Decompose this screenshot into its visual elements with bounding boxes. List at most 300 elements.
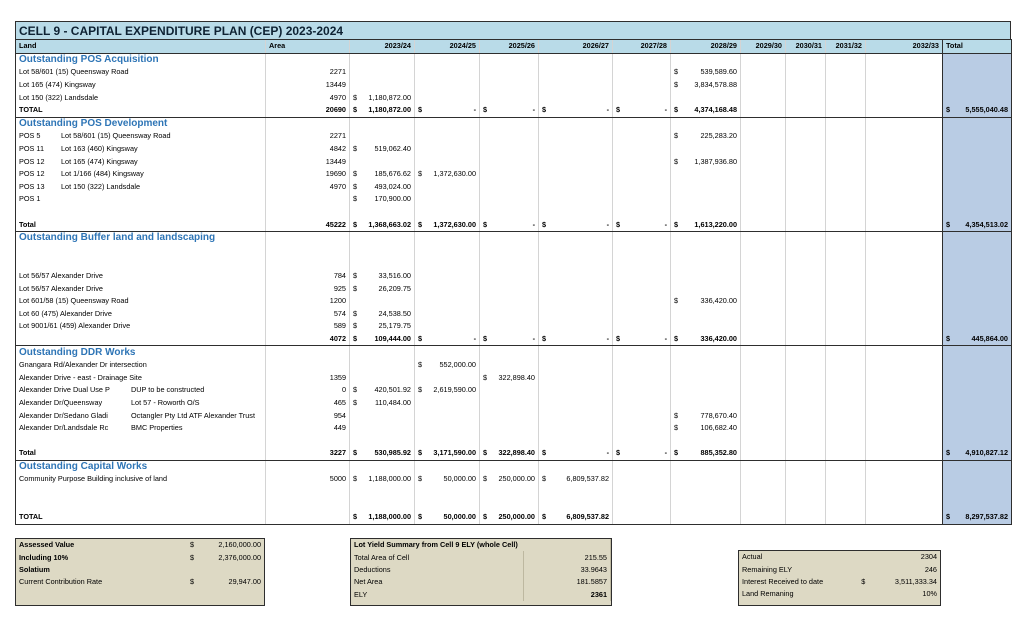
cell [480, 434, 539, 447]
cell [786, 346, 826, 359]
cell [480, 130, 539, 143]
actual-currency [858, 588, 874, 600]
cell [943, 206, 1012, 219]
cell [943, 181, 1012, 194]
header-year: 2028/29 [671, 40, 741, 54]
cell [613, 168, 671, 181]
cell [350, 206, 415, 219]
cell [16, 168, 266, 181]
cell [866, 434, 943, 447]
cell [786, 397, 826, 410]
currency-symbol: $ [674, 131, 679, 141]
cell [943, 130, 1012, 143]
land-name: Lot 163 (460) Kingsway [61, 144, 138, 154]
amount: 1,368,663.02 [368, 219, 411, 229]
cell [943, 409, 1012, 422]
table-body [16, 40, 1012, 525]
currency-symbol: $ [353, 321, 358, 331]
cell [16, 143, 266, 156]
currency-symbol: $ [483, 105, 488, 115]
cell [786, 168, 826, 181]
cell [943, 320, 1012, 333]
cell [350, 422, 415, 435]
cell [943, 91, 1012, 104]
cell [786, 193, 826, 206]
cell [786, 307, 826, 320]
cell [786, 257, 826, 270]
money-value [353, 308, 411, 320]
amount: 170,900.00 [374, 194, 411, 204]
cell [539, 460, 613, 473]
year-amount [480, 473, 539, 486]
cell [943, 53, 1012, 66]
cell [613, 231, 671, 244]
amount: - [473, 333, 476, 343]
cell [613, 384, 671, 397]
cell [613, 91, 671, 104]
cell [671, 270, 741, 283]
section-heading-row [16, 460, 1012, 473]
cell [866, 117, 943, 130]
total-row [16, 511, 1012, 524]
spacer-row [16, 206, 1012, 219]
cell [866, 181, 943, 194]
area-value: 1200 [266, 295, 350, 308]
cell [671, 397, 741, 410]
cell [539, 409, 613, 422]
year-amount [350, 270, 415, 283]
currency-symbol: $ [353, 308, 358, 318]
yield-row [351, 551, 611, 563]
land-name: Alexander Dr/Queensway [19, 397, 103, 407]
money-value [542, 473, 609, 485]
currency-symbol: $ [353, 105, 358, 115]
money-value [616, 104, 667, 116]
amount: - [532, 105, 535, 115]
cell [16, 257, 266, 270]
cell [866, 359, 943, 372]
cell [480, 181, 539, 194]
money-value [483, 333, 535, 345]
total-year-amount [350, 218, 415, 231]
cell [613, 117, 671, 130]
cell [415, 409, 480, 422]
currency-symbol: $ [674, 219, 679, 229]
assessed-row [16, 576, 264, 588]
amount: 110,484.00 [375, 397, 411, 407]
area-value: 4842 [266, 143, 350, 156]
cell [741, 409, 786, 422]
cell [480, 486, 539, 499]
cell [671, 231, 741, 244]
amount: 8,297,537.82 [965, 512, 1008, 522]
cell [671, 206, 741, 219]
land-name: Lot 60 (475) Alexander Drive [16, 307, 266, 320]
cell [826, 434, 866, 447]
amount: 322,898.40 [498, 448, 535, 458]
cell [826, 155, 866, 168]
currency-symbol: $ [946, 105, 951, 115]
cell [741, 486, 786, 499]
land-name: Alexander Drive - east - Drainage Site [16, 371, 266, 384]
cell [741, 511, 786, 524]
currency-symbol: $ [674, 448, 679, 458]
cell [943, 486, 1012, 499]
money-value [483, 473, 535, 485]
spacer-row [16, 245, 1012, 258]
cell [943, 282, 1012, 295]
money-value [418, 447, 476, 459]
cell [480, 397, 539, 410]
cell [826, 104, 866, 117]
cell [539, 346, 613, 359]
cell [671, 434, 741, 447]
header-year: 2032/33 [866, 40, 943, 54]
cell [613, 460, 671, 473]
amount: 1,188,000.00 [368, 512, 411, 522]
year-amount [350, 397, 415, 410]
cell [741, 143, 786, 156]
assessed-label: Including 10% [19, 552, 69, 562]
cell [943, 422, 1012, 435]
cell [741, 79, 786, 92]
assessed-row [16, 564, 264, 576]
amount: - [606, 105, 609, 115]
cell [866, 307, 943, 320]
data-row [16, 66, 1012, 79]
currency-symbol: $ [542, 219, 547, 229]
cell [613, 206, 671, 219]
cell [16, 181, 266, 194]
money-value [353, 473, 411, 485]
amount: 539,589.60 [700, 67, 737, 77]
cell [826, 231, 866, 244]
total-year-amount [539, 511, 613, 524]
cell [671, 320, 741, 333]
cell [826, 307, 866, 320]
cell [350, 460, 415, 473]
money-value [674, 295, 737, 307]
area-value: 4970 [266, 91, 350, 104]
assessed-label: Solatium [19, 564, 50, 574]
land-name: Lot 9001/61 (459) Alexander Drive [16, 320, 266, 333]
currency-symbol: $ [418, 219, 423, 229]
money-value [674, 156, 737, 168]
total-year-dash [539, 447, 613, 460]
amount: 50,000.00 [443, 512, 476, 522]
cell [480, 117, 539, 130]
year-amount [480, 371, 539, 384]
yield-label: ELY [351, 589, 524, 601]
cell [539, 130, 613, 143]
cell [480, 155, 539, 168]
cell [943, 66, 1012, 79]
amount: 4,354,513.02 [965, 219, 1008, 229]
cell [741, 218, 786, 231]
money-value [353, 193, 411, 205]
actual-summary-box [738, 550, 941, 606]
currency-symbol: $ [946, 448, 951, 458]
cell [415, 143, 480, 156]
cell [539, 66, 613, 79]
cell [539, 193, 613, 206]
total-area: 3227 [266, 447, 350, 460]
currency-symbol: $ [946, 333, 951, 343]
cell [943, 257, 1012, 270]
cell [350, 245, 415, 258]
year-amount [350, 307, 415, 320]
cell [786, 447, 826, 460]
cell [539, 155, 613, 168]
cell [480, 295, 539, 308]
currency-symbol: $ [418, 333, 423, 343]
cell [866, 346, 943, 359]
cell [350, 130, 415, 143]
yield-value: 181.5857 [524, 576, 611, 588]
money-value [674, 66, 737, 78]
cell [786, 245, 826, 258]
cell [741, 231, 786, 244]
currency-symbol: $ [674, 156, 679, 166]
cell [786, 91, 826, 104]
assessed-row [16, 551, 264, 563]
header-year: 2027/28 [613, 40, 671, 54]
land-name: Gnangara Rd/Alexander Dr intersection [16, 359, 266, 372]
actual-row [739, 576, 940, 588]
cell [539, 245, 613, 258]
cell [415, 434, 480, 447]
cell [415, 117, 480, 130]
year-amount [671, 422, 741, 435]
cell [866, 473, 943, 486]
area-value: 13449 [266, 155, 350, 168]
total-row [16, 333, 1012, 346]
money-value [418, 219, 476, 231]
cell [826, 193, 866, 206]
total-row [16, 447, 1012, 460]
cell [866, 206, 943, 219]
actual-row [739, 551, 940, 563]
cell [480, 346, 539, 359]
amount: 2,619,590.00 [433, 385, 476, 395]
cell [671, 117, 741, 130]
year-amount [350, 320, 415, 333]
currency-symbol: $ [616, 105, 621, 115]
money-value [353, 104, 411, 116]
cell [786, 143, 826, 156]
cell [480, 320, 539, 333]
cell [16, 397, 266, 410]
currency-symbol: $ [418, 448, 423, 458]
currency-symbol: $ [353, 397, 358, 407]
money-value [674, 422, 737, 434]
cell [786, 486, 826, 499]
cell [943, 359, 1012, 372]
cell [613, 245, 671, 258]
cell [266, 434, 350, 447]
cell [415, 257, 480, 270]
land-detail: Octangler Pty Ltd ATF Alexander Trust [131, 410, 255, 420]
year-amount [350, 143, 415, 156]
amount: 25,179.75 [378, 321, 411, 331]
actual-currency [858, 563, 874, 575]
cell [786, 117, 826, 130]
land-name: Lot 165 (474) Kingsway [61, 156, 138, 166]
year-amount [539, 473, 613, 486]
total-year-amount [415, 218, 480, 231]
data-row [16, 397, 1012, 410]
assessed-value: 29,947.00 [228, 577, 261, 587]
actual-value: 3,511,333.34 [894, 576, 937, 586]
yield-title-row [351, 539, 611, 551]
spacer-row [16, 486, 1012, 499]
year-amount [350, 384, 415, 397]
data-row [16, 473, 1012, 486]
currency-symbol: $ [353, 333, 358, 343]
cell [266, 257, 350, 270]
currency-symbol: $ [353, 181, 358, 191]
currency-symbol: $ [616, 448, 621, 458]
cell [415, 66, 480, 79]
amount: 1,180,872.00 [368, 105, 411, 115]
cell [415, 295, 480, 308]
total-year-dash [539, 333, 613, 346]
cell [866, 371, 943, 384]
currency-symbol: $ [353, 194, 358, 204]
cell [826, 206, 866, 219]
header-year: 2026/27 [539, 40, 613, 54]
cell [826, 270, 866, 283]
cell [671, 193, 741, 206]
cell [826, 282, 866, 295]
amount: - [664, 105, 667, 115]
cell [943, 143, 1012, 156]
data-row [16, 91, 1012, 104]
money-value [418, 384, 476, 396]
cell [671, 307, 741, 320]
amount: 493,024.00 [374, 181, 411, 191]
cell [866, 270, 943, 283]
section-heading: Outstanding POS Acquisition [16, 53, 266, 66]
cell [415, 231, 480, 244]
grand-total [943, 218, 1012, 231]
cell [741, 346, 786, 359]
cell [943, 397, 1012, 410]
cell [943, 270, 1012, 283]
cell [741, 434, 786, 447]
cell [350, 117, 415, 130]
cell [539, 359, 613, 372]
cell [16, 206, 266, 219]
cell [16, 422, 266, 435]
amount: 4,910,827.12 [965, 448, 1008, 458]
cell [866, 143, 943, 156]
cell [866, 384, 943, 397]
land-detail: DUP to be constructed [131, 385, 205, 395]
amount: 24,538.50 [378, 308, 411, 318]
cell [480, 143, 539, 156]
land-name: Lot 58/601 (15) Queensway Road [16, 66, 266, 79]
year-amount [415, 168, 480, 181]
amount: - [606, 333, 609, 343]
pos-code: POS 12 [19, 156, 45, 166]
land-name: Alexander Drive Dual Use P [19, 385, 110, 395]
money-value [542, 447, 609, 459]
money-value [674, 219, 737, 231]
cell [866, 66, 943, 79]
cell [671, 460, 741, 473]
cell [266, 117, 350, 130]
cell [866, 422, 943, 435]
money-value [353, 384, 411, 396]
cell [826, 460, 866, 473]
money-value [483, 219, 535, 231]
currency-symbol: $ [353, 270, 358, 280]
spacer-row [16, 434, 1012, 447]
cell [866, 155, 943, 168]
money-value [674, 79, 737, 91]
header-year: 2029/30 [741, 40, 786, 54]
cell [16, 498, 266, 511]
section-heading: Outstanding POS Development [16, 117, 266, 130]
cell [480, 307, 539, 320]
year-amount [415, 473, 480, 486]
area-value: 589 [266, 320, 350, 333]
cell [266, 245, 350, 258]
amount: 50,000.00 [443, 474, 476, 484]
cell [741, 498, 786, 511]
money-value [483, 511, 535, 523]
cell [415, 320, 480, 333]
cell [350, 409, 415, 422]
cell [741, 270, 786, 283]
year-amount [350, 282, 415, 295]
amount: - [532, 333, 535, 343]
cell [786, 66, 826, 79]
spacer-row [16, 498, 1012, 511]
amount: 225,283.20 [700, 131, 737, 141]
cell [826, 397, 866, 410]
amount: 250,000.00 [498, 512, 535, 522]
cell [866, 511, 943, 524]
cell [415, 270, 480, 283]
amount: 1,372,630.00 [433, 169, 476, 179]
cell [786, 434, 826, 447]
currency-symbol: $ [418, 169, 423, 179]
cell [415, 498, 480, 511]
money-value [483, 447, 535, 459]
cell [786, 282, 826, 295]
data-row [16, 79, 1012, 92]
money-value [353, 168, 411, 180]
actual-value: 246 [924, 564, 937, 574]
cell [415, 486, 480, 499]
cell [266, 231, 350, 244]
cell [16, 193, 266, 206]
cell [786, 320, 826, 333]
cell [826, 447, 866, 460]
cell [613, 422, 671, 435]
land-name: Lot 56/57 Alexander Drive [16, 270, 266, 283]
currency-symbol: $ [418, 512, 423, 522]
cell [866, 130, 943, 143]
cell [826, 384, 866, 397]
cell [480, 422, 539, 435]
area-value: 19690 [266, 168, 350, 181]
land-name: Alexander Dr/Sedano Gladi [19, 410, 108, 420]
cell [350, 53, 415, 66]
currency-symbol: $ [674, 80, 679, 90]
